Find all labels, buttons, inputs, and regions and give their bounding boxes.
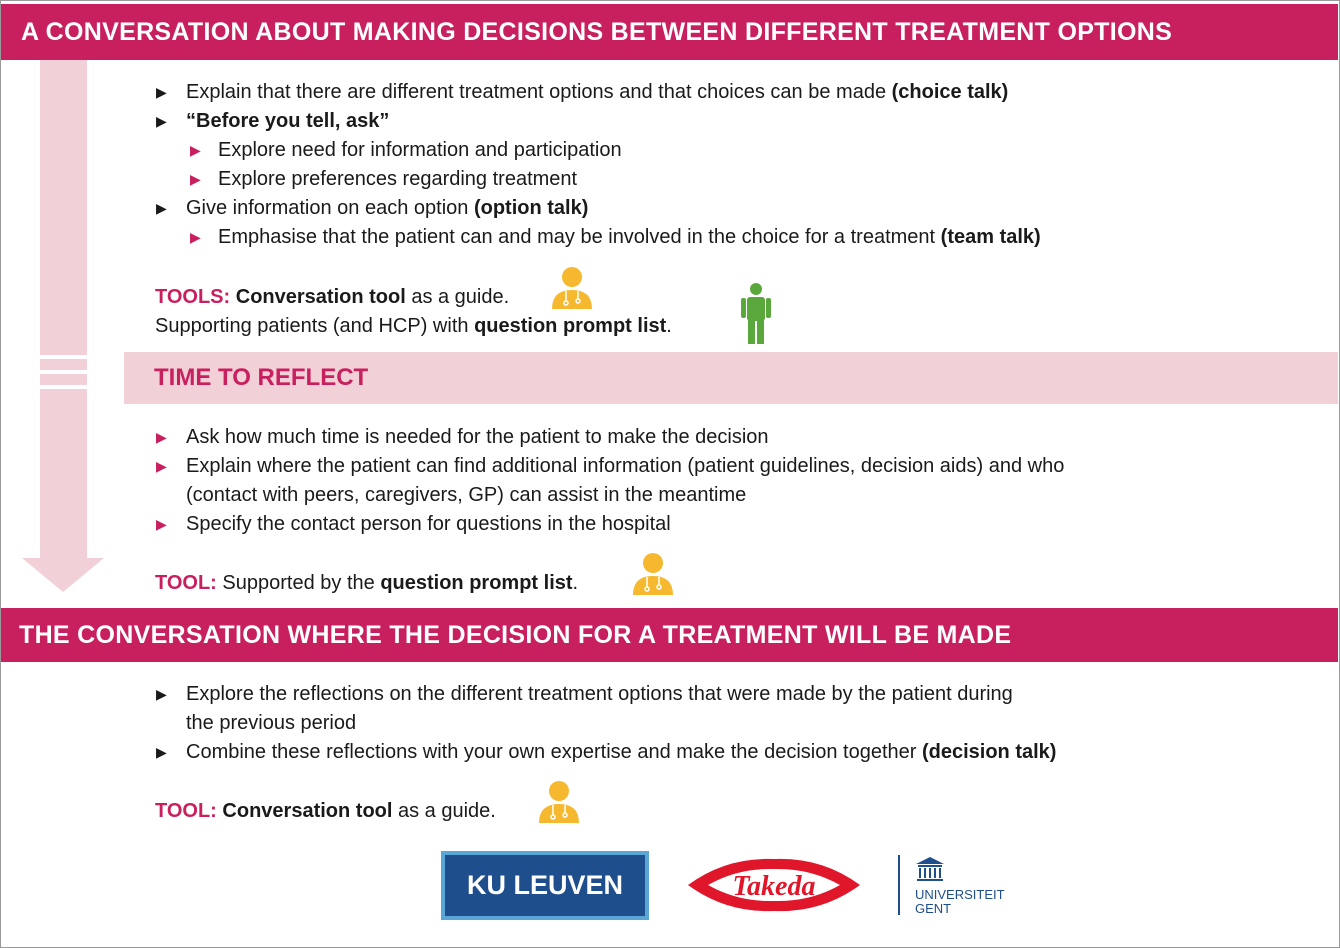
list-item: Explain that there are different treatment options and that choices can be made (choice talk) — [186, 81, 1009, 103]
takeda-logo — [686, 855, 862, 915]
timeline-arrow-shaft — [40, 60, 87, 558]
tool-line: TOOL: Supported by the question prompt list. — [155, 572, 579, 594]
section-title-reflect: TIME TO REFLECT — [124, 352, 1338, 404]
triangle-bullet-icon: ▶ — [156, 516, 167, 532]
arrow-stripe — [40, 385, 87, 389]
list-item: Give information on each option (option talk) — [186, 197, 589, 219]
list-item: Combine these reflections with your own expertise and make the decision together (decision talk) — [186, 741, 1057, 763]
list-item-continuation: the previous period — [186, 712, 357, 734]
triangle-bullet-icon: ▶ — [156, 686, 167, 702]
section-title-options: A CONVERSATION ABOUT MAKING DECISIONS BETWEEN DIFFERENT TREATMENT OPTIONS — [1, 4, 1338, 60]
ku-leuven-logo: KU LEUVEN — [441, 851, 649, 920]
triangle-bullet-icon: ▶ — [156, 113, 167, 129]
triangle-bullet-icon: ▶ — [156, 744, 167, 760]
tools-line: TOOLS: Conversation tool as a guide. — [155, 286, 510, 308]
triangle-bullet-icon: ▶ — [190, 229, 201, 245]
triangle-bullet-icon: ▶ — [156, 200, 167, 216]
ugent-building-icon — [915, 856, 945, 882]
arrow-stripe — [40, 355, 87, 359]
doctor-icon — [551, 266, 593, 310]
tool-line: TOOL: Conversation tool as a guide. — [155, 800, 496, 822]
list-item: Explore need for information and participation — [218, 139, 622, 161]
doctor-icon — [632, 552, 674, 596]
list-item: Explore the reflections on the different treatment options that were made by the patient during — [186, 683, 1013, 705]
section-title-decision: THE CONVERSATION WHERE THE DECISION FOR A TREATMENT WILL BE MADE — [1, 608, 1338, 662]
triangle-bullet-icon: ▶ — [190, 171, 201, 187]
list-item: Emphasise that the patient can and may be involved in the choice for a treatment (team talk) — [218, 226, 1041, 248]
list-item: Ask how much time is needed for the patient to make the decision — [186, 426, 769, 448]
triangle-bullet-icon: ▶ — [190, 142, 201, 158]
triangle-bullet-icon: ▶ — [156, 84, 167, 100]
triangle-bullet-icon: ▶ — [156, 458, 167, 474]
support-line: Supporting patients (and HCP) with question prompt list. — [155, 315, 672, 337]
list-item: Specify the contact person for questions in the hospital — [186, 513, 671, 535]
list-item-continuation: (contact with peers, caregivers, GP) can assist in the meantime — [186, 484, 747, 506]
arrow-stripe — [40, 370, 87, 374]
list-item: “Before you tell, ask” — [186, 110, 390, 132]
patient-icon — [741, 282, 771, 344]
ugent-divider — [898, 855, 900, 915]
timeline-arrow-head — [22, 558, 104, 592]
takeda-wordmark: Takeda — [732, 871, 816, 902]
list-item: Explore preferences regarding treatment — [218, 168, 578, 190]
ugent-logo-text: UNIVERSITEIT GENT — [915, 887, 1005, 916]
doctor-icon — [538, 780, 580, 824]
list-item: Explain where the patient can find additional information (patient guidelines, decision aids) and who — [186, 455, 1065, 477]
triangle-bullet-icon: ▶ — [156, 429, 167, 445]
